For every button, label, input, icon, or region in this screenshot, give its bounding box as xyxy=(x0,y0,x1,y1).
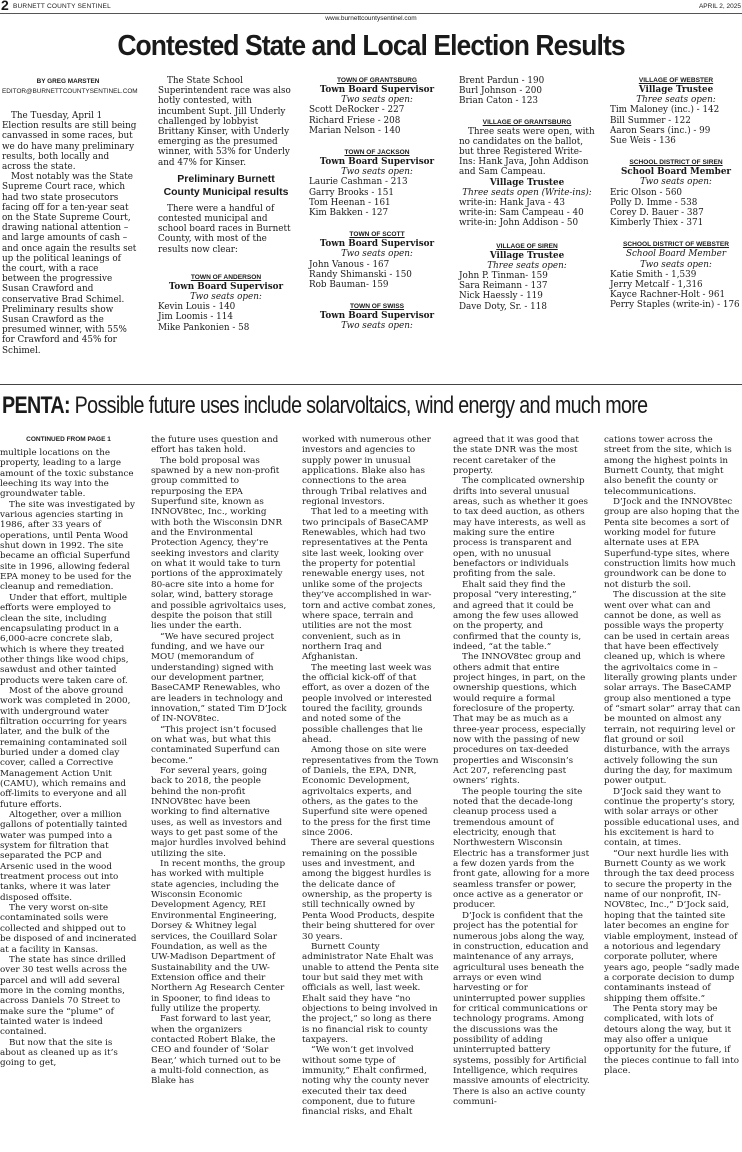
story-paragraph: Most notably was the State Supreme Court race, which had two state prosecutors facing off for a ten-year seat on the State Supreme Court, drawing national attention – and large amounts of cash – and once again the results set up the political leanings of the court, with a race between the progressive Susan Crawford and conservative Brad Schimel. Preliminary results show Susan Crawford as the presumed winner, with 55% for Crawford and 45% for Schimel. xyxy=(2,172,137,356)
candidate-result: Tom Heenan - 161 xyxy=(309,197,391,208)
election-column-5 xyxy=(610,76,742,311)
story-paragraph: multiple locations on the property, leading to a large amount of the toxic substance leeching its way into the groundwater table. xyxy=(0,448,134,500)
race-seats: Two seats open: xyxy=(341,167,413,178)
author-name: BY GREG MARSTEN xyxy=(36,78,100,85)
story-paragraph: “We have secured project funding, and we have our MOU (memorandum of understanding) signed with our development partner, BaseCAMP Renewables, who are leaders in technology and innovation,” stated Tim D’Jock of IN-NOV8tec. xyxy=(151,631,287,725)
race-place: SCHOOL DISTRICT OF SIREN xyxy=(629,159,723,167)
story-paragraph: D’Jock and the INNOV8tec group are also hoping that the Penta site becomes a sort of working model for future alternate uses at EPA Superfund-type sites, where construction limits how much groundwork can be done to not disturb the soil. xyxy=(604,497,740,590)
race-place: SCHOOL DISTRICT OF WEBSTER xyxy=(622,241,730,249)
story-paragraph: “We won’t get involved without some type of immunity,” Ehalt confirmed, noting why the county never executed their tax deed component, due to future financial risks, and Ehalt xyxy=(302,1045,429,1118)
candidate-result: Dave Doty, Sr. - 118 xyxy=(459,301,547,312)
candidate-result: Kayce Rachner-Holt - 961 xyxy=(610,290,726,301)
penta-keyword: PENTA: xyxy=(2,392,70,419)
race-village-of-webster xyxy=(610,76,742,146)
race-place: TOWN OF JACKSON xyxy=(344,149,410,157)
candidate-result: Randy Shimanski - 150 xyxy=(309,269,412,280)
story-paragraph: There are several questions remaining on the possible uses and investment, and among the biggest hurdles is the delicate dance of ownership, as the property is still technically owned by Penta Wood Products, despite their being shuttered for over 30 years. xyxy=(302,838,435,942)
story-paragraph: worked with numerous other investors and agencies to supply power in unusual applications. Blake also has connections to the area through Tribal relatives and regional investors. xyxy=(302,435,431,508)
race-office: Town Board Supervisor xyxy=(319,239,435,250)
story-paragraph: The meeting last week was the official kick-off of that effort, as over a dozen of the people involved or interested toured the facility, grounds and noted some of the possible challenges that lie ahead. xyxy=(302,662,432,745)
candidate-result: Eric Olson - 560 xyxy=(610,187,683,198)
story-paragraph: agreed that it was good that the state DNR was the most recent caretaker of the property. xyxy=(453,435,579,477)
candidate-result: Laurie Cashman - 213 xyxy=(309,177,408,188)
story-paragraph: The people touring the site noted that the decade-long cleanup process used a tremendous amount of electricity, enough that Northwestern Wisconsin Electric has a transformer just a few dozen yards from the front gate, allowing for a more seamless transfer or power, once active as a generator or producer. xyxy=(453,786,590,911)
election-column-4 xyxy=(459,76,595,312)
penta-column-5 xyxy=(604,435,741,1076)
candidate-result: John P. Tinman- 159 xyxy=(459,271,548,282)
race-office: Town Board Supervisor xyxy=(319,85,435,95)
race-school-district-of-webster xyxy=(610,240,742,310)
penta-column-2 xyxy=(151,435,288,1087)
race-place: TOWN OF GRANTSBURG xyxy=(336,77,418,84)
story-paragraph: For several years, going back to 2018, the people behind the non-profit INNOV8tec have been working to find alternative uses, as well as investors and ways to get past some of the major hurdles involved behind utilizing the site. xyxy=(151,766,287,859)
story-paragraph: “This project isn’t focused on what was, but what this contaminated Superfund can become.” xyxy=(151,724,280,766)
candidate-result: write-in: Hank Java - 43 xyxy=(459,198,565,209)
race-seats: Three seats open: xyxy=(487,260,567,271)
issue-date: APRIL 2, 2025 xyxy=(698,3,741,10)
race-town-of-scott xyxy=(309,230,445,290)
candidate-result: Brian Caton - 123 xyxy=(459,96,539,107)
race-office: School Board Member xyxy=(625,249,727,260)
candidate-result: Polly D. Imme - 538 xyxy=(610,197,698,208)
election-column-1 xyxy=(2,111,138,356)
superintendent-paragraph: The State School Superintendent race was also hotly contested, with incumbent Supt. Jill Underly challenged by lobbyist Brittany Kinser, with Underly emerging as the presumed winner, with 53% for Underly and 47% for Kinser. xyxy=(158,76,291,168)
race-note: Three seats were open, with no candidates on the ballot, but three Registered Write-Ins: Hank Java, John Addison and Sam Campeau. xyxy=(459,126,595,178)
candidate-result: Scott DeRocker - 227 xyxy=(309,105,405,116)
candidate-result: Rob Bauman- 159 xyxy=(309,280,389,291)
candidate-result: Richard Friese - 208 xyxy=(309,115,401,126)
race-seats: Three seats open (Write-ins): xyxy=(462,187,592,198)
penta-column-3 xyxy=(302,435,439,1118)
election-column-3 xyxy=(309,76,445,332)
candidate-result: Garry Brooks - 151 xyxy=(309,187,394,198)
candidate-result: Mike Pankonien - 58 xyxy=(158,322,250,333)
story-paragraph: Among those on site were representatives from the Town of Daniels, the EPA, DNR, Economic Development, agrivoltaics experts, and others, as the gates to the Superfund site were opened to the press for the first time since 2006. xyxy=(302,745,439,839)
race-office: Village Trustee xyxy=(489,250,565,261)
story-paragraph: “Our next hurdle lies with Burnett County as we work through the tax deed process to secure the property in the name of our nonprofit, IN-NOV8tec, Inc.,” D’Jock said, hoping that the tainted site later becomes an engine for viable employment, instead of a notorious and legendary corporate polluter, where years ago, people “sadly made a corporate decision to dump contaminants instead of shipping them offsite.” xyxy=(604,848,740,1004)
story-paragraph: cations tower across the street from the site, which is among the highest points in Burnett County, that might also benefit the county or telecommunications. xyxy=(604,435,732,497)
election-headline: Contested State and Local Election Results xyxy=(117,30,625,62)
candidate-result: Marian Nelson - 140 xyxy=(309,125,401,136)
folio-bar xyxy=(0,0,742,14)
race-candidates xyxy=(459,198,595,229)
race-place: TOWN OF SCOTT xyxy=(349,231,405,239)
race-office: Town Board Supervisor xyxy=(168,281,284,292)
story-paragraph: The INNOV8tec group and others admit that entire project hinges, in part, on the ownership questions, which would require a formal foreclosure of the property. That may be as much as a three-year process, especially now with the passing of new procedures on tax-deeded properties and Wisconsin’s Act 207, referencing past owners’ rights. xyxy=(453,652,586,787)
story-paragraph: Ehalt said they find the proposal “very interesting,” and agreed that it could be among the few uses allowed on the property, and confirmed that the county is, indeed, “at the table.” xyxy=(453,579,582,652)
candidate-result: Nick Haessly - 119 xyxy=(459,291,543,302)
race-seats: Two seats open: xyxy=(190,292,262,303)
penta-column-4 xyxy=(453,435,590,1107)
race-office: Town Board Supervisor xyxy=(319,157,435,168)
race-town-of-grantsburg xyxy=(309,76,445,136)
website-url[interactable]: www.burnettcountysentinel.com xyxy=(325,15,417,22)
race-place: VILLAGE OF WEBSTER xyxy=(638,77,714,84)
race-school-district-of-siren xyxy=(610,158,742,228)
byline xyxy=(2,77,138,97)
candidate-result: Burl Johnson - 200 xyxy=(459,86,542,97)
story-paragraph: The very worst on-site contaminated soils were collected and shipped out to be disposed of and incinerated at a facility in Kansas. xyxy=(0,903,137,955)
race-seats: Two seats open: xyxy=(341,95,413,106)
race-town-of-jackson xyxy=(309,148,445,218)
race-village-of-siren xyxy=(459,242,595,312)
story-paragraph: In recent months, the group has worked with multiple state agencies, including the Wisconsin Economic Development Agency, REI Environmental Engineering, Dorsey & Whitney legal services, the Couillard Solar Foundation, as well as the UW-Madison Department of Sustainability and the UW-Extension office and their Northern Ag Research Center in Spooner, to find ideas to fully utilize the property. xyxy=(151,859,286,1014)
candidate-result: write-in: John Addison - 50 xyxy=(459,218,579,229)
story-paragraph: The Tuesday, April 1 Election results are still being canvassed in some races, but we do have many preliminary results, both locally and across the state. xyxy=(2,111,137,173)
municipal-results-subhead: Preliminary Burnett County Municipal results xyxy=(163,172,289,198)
candidate-result: Kevin Louis - 140 xyxy=(158,302,236,313)
story-paragraph: Most of the above ground work was completed in 2000, with underground water filtration occurring for years later, and the bulk of the remaining contaminated soil buried under a domed clay cover, called a Corrective Management Action Unit (CAMU), which remains and off-limits to everyone and all future efforts. xyxy=(0,685,131,810)
race-office: Town Board Supervisor xyxy=(319,311,435,322)
candidate-result: Kimberly Thiex - 371 xyxy=(610,218,704,229)
story-paragraph: The discussion at the site went over what can and cannot be done, as well as possible ways the property can be used in certain areas that have been effectively cleaned up, which is where the agrivoltaics come in – literally growing plants under solar arrays. The BaseCAMP group also mentioned a type of “smart solar” array that can be mounted on almost any terrain, not requiring level or flat ground or soil disturbance, with the arrays actively following the sun during the day, for maximum power output. xyxy=(604,590,741,787)
story-paragraph: The Penta story may be complicated, with lots of detours along the way, but it may also offer a unique opportunity for the future, if the pieces continue to fall into place. xyxy=(604,1003,740,1076)
candidate-result: Jerry Metcalf - 1,316 xyxy=(610,280,703,291)
story-paragraph: Altogether, over a million gallons of potentially tainted water was pumped into a system for filtration that separated the PCP and Arsenic used in the wood treatment process out into tanks, where it was later disposed offsite. xyxy=(0,810,128,903)
race-seats: Two seats open: xyxy=(341,249,413,260)
race-place: TOWN OF SWISS xyxy=(349,303,405,311)
story-paragraph: The bold proposal was spawned by a new non-profit group committed to repurposing the EPA Superfund site, known as INNOV8tec, Inc., working with both the Wisconsin DNR and the Environmental Protection Agency, they’re seeking investors and clarity on what it would take to turn portions of the approximately 80-acre site into a home for solar, wind, battery storage and possible agrivoltaics uses, despite the poison that still lies under the earth. xyxy=(151,455,287,632)
race-town-of-anderson xyxy=(158,273,294,333)
story-paragraph: The site was investigated by various agencies starting in 1986, after 33 years of operations, until Penta Wood shut down in 1992. The site became an official Superfund site in 1996, allowing federal EPA money to be used for the cleanup and remediation. xyxy=(0,499,135,593)
candidate-result: write-in: Sam Campeau - 40 xyxy=(459,208,584,219)
story-paragraph: D’Jock said they want to continue the property’s story, with solar arrays or other possible educational uses, and his excitement is hard to contain, at times. xyxy=(604,786,740,849)
story-paragraph: D’Jock is confident that the project has the potential for numerous jobs along the way, in construction, education and maintenance of any arrays, agricultural uses beneath the arrays or even wind harvesting or for uninterrupted power supplies for critical communications or technology programs. Among the discussions was the possibility of adding uninterrupted battery systems, possibly for Artificial Intelligence, which requires massive amounts of electricity. There is also an active county communi- xyxy=(453,910,590,1107)
candidate-result: Katie Smith - 1,539 xyxy=(610,269,697,280)
candidate-result: Sue Weis - 136 xyxy=(610,136,676,147)
story-paragraph: That led to a meeting with two principals of BaseCAMP Renewables, which had two representatives at the Penta site last week, looking over the property for potential renewable energy uses, not unlike some of the projects they’ve accomplished in war-torn and active combat zones, where space, terrain and utilities are not the most convenient, such as in northern Iraq and Afghanistan. xyxy=(302,507,436,663)
candidate-result: Perry Staples (write-in) - 176 xyxy=(610,300,740,311)
penta-headline xyxy=(2,392,648,420)
race-seats: Two seats open: xyxy=(640,259,712,270)
race-seats: Two seats open: xyxy=(341,321,413,332)
race-village-of-grantsburg xyxy=(459,118,595,229)
story-paragraph: the future uses question and effort has taken hold. xyxy=(151,435,279,456)
race-place: VILLAGE OF GRANTSBURG xyxy=(482,118,572,126)
penta-headline-text: Possible future uses include solarvoltaics, wind energy and much more xyxy=(74,392,648,419)
candidate-result: Kim Bakken - 127 xyxy=(309,208,389,219)
race-town-of-swiss xyxy=(309,302,445,331)
story-paragraph: But now that the site is about as cleaned up as it’s going to get, xyxy=(0,1037,118,1069)
story-paragraph: Burnett County administrator Nate Ehalt was unable to attend the Penta site tour but said they met with officials as well, last week. Ehalt said they have “no objections to being involved in the project,” so long as there is no financial risk to county taxpayers. xyxy=(302,941,439,1045)
candidate-result: Sara Reimann - 137 xyxy=(459,281,548,292)
race-seats: Three seats open: xyxy=(636,95,716,106)
publication-name: BURNETT COUNTY SENTINEL xyxy=(13,3,111,10)
candidate-result: Brent Pardun - 190 xyxy=(459,76,545,86)
candidate-result: Corey D. Bauer - 387 xyxy=(610,208,704,219)
story-paragraph: The state has since drilled over 30 test wells across the parcel and will add several more in the coming months, across Daniels 70 Street to make sure the “plume” of tainted water is indeed contained. xyxy=(0,954,127,1038)
candidate-result: Jim Loomis - 114 xyxy=(158,312,233,323)
candidate-result: Aaron Sears (inc.) - 99 xyxy=(610,125,711,136)
race-seats: Two seats open: xyxy=(640,177,712,188)
election-column-2 xyxy=(158,76,294,333)
candidate-result: Tim Maloney (inc.) - 142 xyxy=(610,105,720,116)
story-paragraph: Under that effort, multiple efforts were employed to clean the site, including encapsulating product in a 6,000-acre concrete slab, which is where they treated other things like wood chips, sawdust and other tainted products were taken care of. xyxy=(0,592,129,686)
candidate-result: Bill Summer - 122 xyxy=(610,115,691,126)
author-email[interactable]: EDITOR@BURNETTCOUNTYSENTINEL.COM xyxy=(2,88,138,95)
race-office: School Board Member xyxy=(620,167,732,178)
candidate-result: John Vanous - 167 xyxy=(309,259,390,270)
penta-column-1 xyxy=(0,435,137,1069)
page-number: 2 xyxy=(1,0,9,13)
section-divider xyxy=(0,384,742,385)
continued-from-label: CONTINUED FROM PAGE 1 xyxy=(26,436,111,443)
race-office: Village Trustee xyxy=(489,177,565,188)
race-office: Village Trustee xyxy=(638,85,714,95)
story-paragraph: Fast forward to last year, when the organizers contacted Robert Blake, the CEO and founder of ‘Solar Bear,’ which turned out to be a multi-fold connection, as Blake has xyxy=(151,1014,281,1087)
race-place: TOWN OF ANDERSON xyxy=(190,273,262,281)
swiss-candidates xyxy=(459,76,595,107)
race-place: VILLAGE OF SIREN xyxy=(496,242,558,250)
story-paragraph: The complicated ownership drifts into several unusual areas, such as whether it goes to tax deed auction, as others may have interests, as well as making sure the entire process is transparent and open, with no unusual benefactors or individuals profiting from the sale. xyxy=(453,476,589,580)
municipal-intro-paragraph: There were a handful of contested municipal and school board races in Burnett County, with most of the results now clear: xyxy=(158,203,291,255)
